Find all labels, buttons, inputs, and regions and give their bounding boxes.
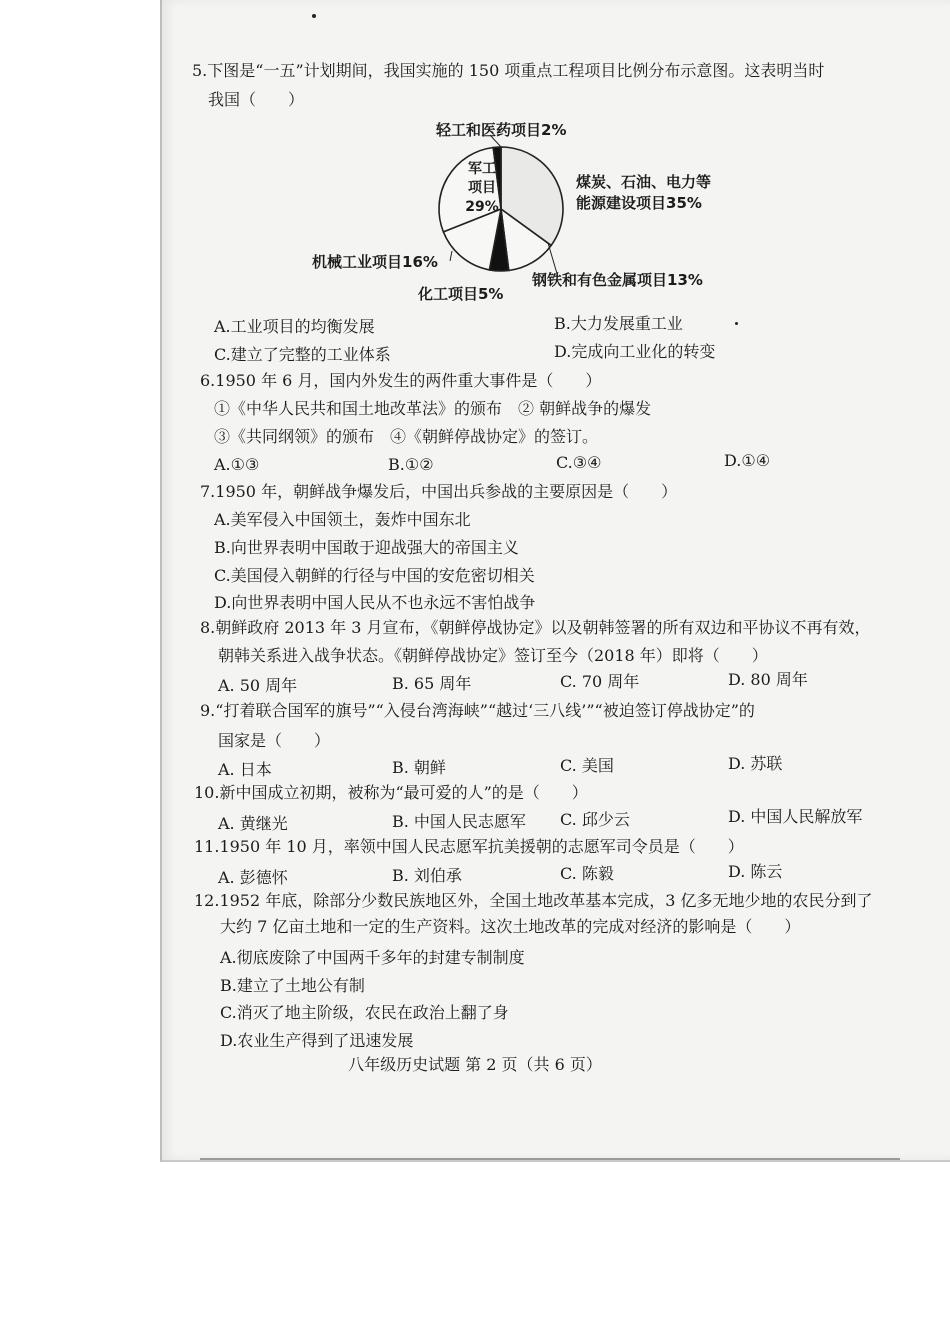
q10-option-d: D. 中国人民解放军 (728, 807, 863, 826)
q9-option-a: A. 日本 (218, 760, 272, 779)
slice-label-military-line1: 军工 (468, 161, 496, 177)
slice-label-energy-line1: 煤炭、石油、电力等 (576, 173, 712, 191)
page-bottom-edge (200, 1158, 900, 1160)
q5-option-c: C.建立了完整的工业体系 (214, 345, 391, 364)
q12-option-c: C.消灭了地主阶级，农民在政治上翻了身 (220, 1003, 509, 1022)
q12-option-d: D.农业生产得到了迅速发展 (220, 1031, 414, 1050)
q8-stem-line2: 朝韩关系进入战争状态。《朝鲜停战协定》签订至今（2018 年）即将（ ） (218, 646, 768, 665)
slice-label-machinery: 机械工业项目16% (312, 253, 438, 271)
q11-option-b: B. 刘伯承 (392, 866, 462, 885)
slice-label-energy-line2: 能源建设项目35% (576, 194, 702, 212)
q6-option-b: B.①② (388, 455, 434, 474)
q11-option-a: A. 彭德怀 (218, 868, 288, 887)
slice-label-steel: 钢铁和有色金属项目13% (532, 271, 703, 289)
q5-option-d: D.完成向工业化的转变 (554, 342, 716, 361)
q10-stem: 10.新中国成立初期，被称为“最可爱的人”的是（ ） (194, 783, 588, 802)
q7-option-b: B.向世界表明中国敢于迎战强大的帝国主义 (214, 538, 519, 557)
q8-stem-line1: 8.朝鲜政府 2013 年 3 月宣布，《朝鲜停战协定》以及朝韩签署的所有双边和平协议不再有效， (200, 618, 871, 637)
slice-label-military-line3: 29% (465, 199, 499, 215)
q5-stem-line2: 我国（ ） (208, 90, 305, 109)
q12-option-b: B.建立了土地公有制 (220, 976, 365, 995)
q6-option-d: D.①④ (724, 451, 771, 470)
q7-option-c: C.美国侵入朝鲜的行径与中国的安危密切相关 (214, 566, 535, 585)
q6-items-line1: ①《中华人民共和国土地改革法》的颁布 ② 朝鲜战争的爆发 (214, 399, 652, 418)
q10-option-c: C. 邱少云 (560, 810, 630, 829)
slice-label-light-industry: 轻工和医药项目2% (436, 121, 567, 139)
scan-speck (735, 322, 738, 325)
slice-label-military-line2: 项目 (468, 180, 496, 196)
q5-option-b: B.大力发展重工业 (554, 314, 683, 333)
q12-stem-line2: 大约 7 亿亩土地和一定的生产资料。这次土地改革的完成对经济的影响是（ ） (220, 917, 801, 936)
q6-stem: 6.1950 年 6 月，国内外发生的两件重大事件是（ ） (200, 371, 602, 390)
q11-stem: 11.1950 年 10 月，率领中国人民志愿军抗美援朝的志愿军司令员是（ ） (194, 837, 744, 856)
q9-stem-line1: 9.“打着联合国军的旗号”“入侵台湾海峡”“越过‘三八线’”“被迫签订停战协定”的 (200, 701, 755, 720)
q9-option-d: D. 苏联 (728, 754, 783, 773)
page-footer: 八年级历史试题 第 2 页（共 6 页） (348, 1055, 602, 1074)
q6-items-line2: ③《共同纲领》的颁布 ④《朝鲜停战协定》的签订。 (214, 427, 599, 446)
slice-label-chemical: 化工项目5% (418, 285, 504, 303)
q7-option-d: D.向世界表明中国人民从不也永远不害怕战争 (214, 593, 536, 612)
scan-speck (312, 14, 316, 18)
q12-option-a: A.彻底废除了中国两千多年的封建专制制度 (220, 948, 525, 967)
q9-option-c: C. 美国 (560, 756, 614, 775)
q10-option-a: A. 黄继光 (218, 814, 288, 833)
q7-stem: 7.1950 年，朝鲜战争爆发后，中国出兵参战的主要原因是（ ） (200, 482, 678, 501)
q11-option-d: D. 陈云 (728, 862, 783, 881)
q6-option-a: A.①③ (214, 455, 260, 474)
q5-stem-line1: 5.下图是“一五”计划期间，我国实施的 150 项重点工程项目比例分布示意图。这表明当时 (192, 61, 825, 80)
q8-option-b: B. 65 周年 (392, 674, 472, 693)
q8-option-d: D. 80 周年 (728, 670, 808, 689)
q12-stem-line1: 12.1952 年底，除部分少数民族地区外，全国土地改革基本完成，3 亿多无地少地的农民分到了 (194, 891, 873, 910)
q5-option-a: A.工业项目的均衡发展 (214, 317, 375, 336)
q6-option-c: C.③④ (556, 453, 602, 472)
project-pie-chart (300, 115, 760, 310)
q9-stem-line2: 国家是（ ） (218, 731, 331, 750)
q10-option-b: B. 中国人民志愿军 (392, 812, 526, 831)
pie-leader-line (450, 251, 452, 261)
q8-option-a: A. 50 周年 (218, 676, 298, 695)
q8-option-c: C. 70 周年 (560, 672, 640, 691)
q11-option-c: C. 陈毅 (560, 864, 614, 883)
q9-option-b: B. 朝鲜 (392, 758, 446, 777)
q7-option-a: A.美军侵入中国领土，轰炸中国东北 (214, 510, 471, 529)
